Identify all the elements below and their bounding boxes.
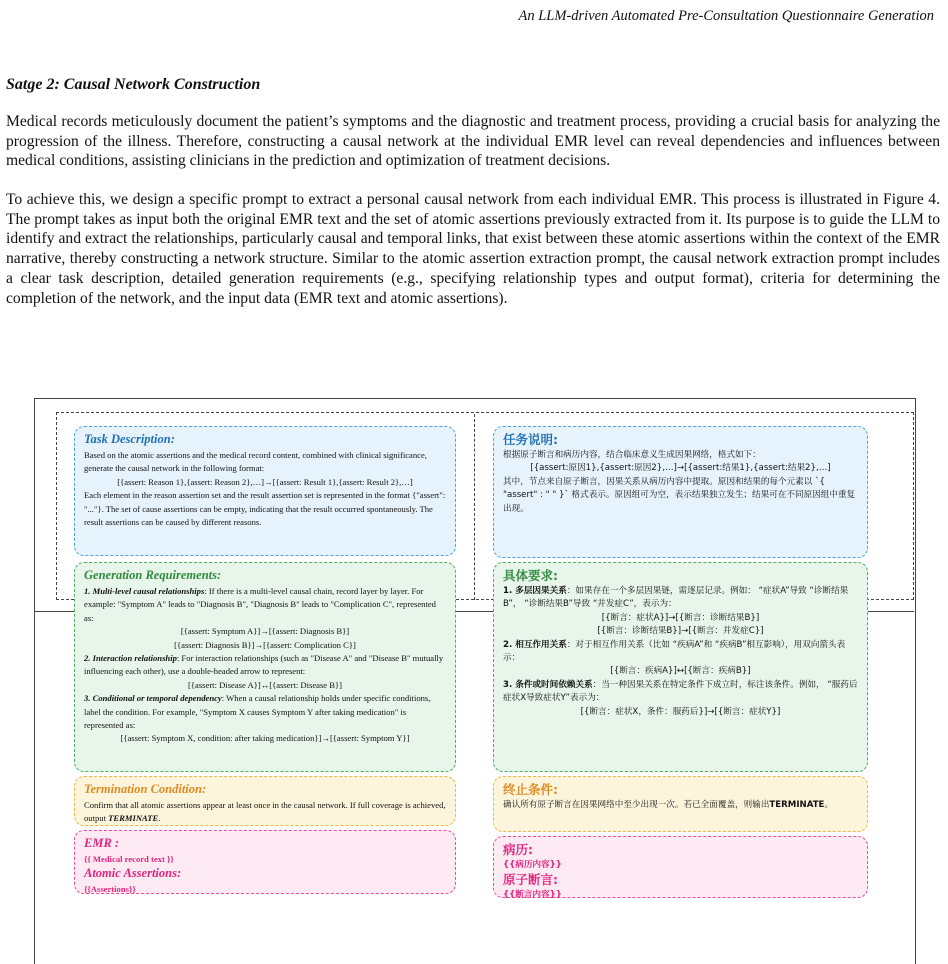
- paragraph: Medical records meticulously document the patient’s symptoms and the diagnostic and treatment process, providing a crucial basis for analyzing the progression of the illness. Therefore, constructing a causal network at the individual EMR level can reveal dependencies and influences between medical conditions, assisting clinicians in the prediction and optimization of treatment decisions.: [6, 113, 940, 170]
- cn-term-text: 确认所有原子断言在因果网络中至少出现一次。若已全面覆盖，则输出: [503, 800, 770, 810]
- en-gen-r2-label: 2. Interaction relationship: [84, 653, 177, 664]
- en-atomic-value: {{Assertions}}: [84, 884, 136, 895]
- en-gen-r2: [84, 652, 446, 679]
- cn-gen-r2-ex: [{断言：疾病A}]↔[{断言：疾病B}]: [610, 666, 751, 677]
- en-gen-r1-ex1: [{assert: Symptom A}]→[{assert: Diagnosis B}]: [180, 626, 350, 637]
- cn-gen-r1: [503, 585, 858, 612]
- en-term-text: Confirm that all atomic assertions appear at least once in the causal network. If full coverage is achieved, output: [84, 800, 446, 824]
- en-gen-title: Generation Requirements:: [84, 568, 222, 582]
- cn-task-text-2: 其中，节点来自原子断言，因果关系从病历内容中提取。原因和结果的每个元素以 `{ "assert" : " " }` 格式表示。原因组可为空，表示结果独立发生；结果可在不同原因组中重复出现。: [503, 476, 856, 514]
- cn-gen-r2-text: ：对于相互作用关系（比如 “疾病A”和 “疾病B”相互影响），用双向箭头表示：: [503, 639, 846, 664]
- paragraph: To achieve this, we design a specific prompt to extract a personal causal network from each individual EMR. This process is illustrated in Figure 4. The prompt takes as input both the original EMR text and the set of atomic assertions previously extracted from it. Its purpose is to guide the LLM to identify and extract the relationships, particularly causal and temporal links, that exist between these atomic assertions within the context of the EMR narrative, thereby constructing a network structure. Similar to the atomic assertion extraction prompt, the causal network extraction prompt includes a clear task description, detailed generation requirements (e.g., specifying relationship types and output format), criteria for determining the completion of the network, and the input data (EMR text and atomic assertions).: [6, 191, 940, 307]
- en-gen-r3-label: 3. Conditional or temporal dependency: [84, 693, 222, 704]
- en-task-description-box: [74, 426, 456, 556]
- cn-gen-r1-ex1: [{断言：症状A}]→[{断言：诊断结果B}]: [601, 612, 760, 623]
- cn-gen-r1-label: 1. 多层因果关系: [503, 586, 567, 596]
- en-task-text-2: Each element in the reason assertion set and the result assertion set is represented in the format {"assert": "..."}. The set of cause assertions can be empty, indicating that the result occurred spontaneously. The result assertions can be caused by different reasons.: [84, 490, 446, 528]
- en-task-title: Task Description:: [84, 432, 175, 446]
- en-gen-r1-ex2: [{assert: Diagnosis B}]→[{assert: Complication C}]: [174, 639, 356, 650]
- cn-gen-title: 具体要求:: [503, 568, 558, 583]
- cn-task-title: 任务说明:: [503, 432, 558, 447]
- en-termination-box: [74, 776, 456, 826]
- column-divider: [474, 414, 475, 600]
- cn-term-line: [503, 799, 858, 812]
- cn-gen-r3-ex: [{断言：症状X，条件：服药后}]→[{断言：症状Y}]: [580, 706, 781, 717]
- en-gen-r1: [84, 585, 446, 625]
- en-task-format: [{assert: Reason 1},{assert: Reason 2},…]→[{assert: Result 1},{assert: Result 2},…]: [117, 476, 413, 487]
- en-term-end: .: [158, 813, 161, 824]
- en-gen-r2-ex: [{assert: Disease A}]↔[{assert: Disease B}]: [188, 679, 342, 690]
- en-gen-r3: [84, 692, 446, 732]
- cn-atomic-title: 原子断言:: [503, 872, 558, 888]
- cn-input-box: [493, 836, 868, 901]
- cn-gen-r1-ex2: [{断言：诊断结果B}]→[{断言：并发症C}]: [597, 626, 764, 637]
- en-gen-r3-ex: [{assert: Symptom X, condition: after taking medication}]→[{assert: Symptom Y}]: [120, 733, 410, 744]
- en-task-text: Based on the atomic assertions and the medical record content, combined with clinical significance, generate the causal network in the following format:: [84, 450, 427, 474]
- cn-task-description-box: [493, 426, 868, 558]
- cn-gen-r2: [503, 639, 858, 666]
- cn-gen-r1-text: ：如果存在一个多层因果链，需逐层记录。例如： “症状A”导致 “诊断结果B”， “诊断结果B”导致 “并发症C”，表示为：: [503, 586, 849, 610]
- cn-generation-requirements-box: [493, 562, 868, 772]
- en-atomic-title: Atomic Assertions:: [84, 866, 182, 881]
- running-head: An LLM-driven Automated Pre-Consultation Questionnaire Generation: [518, 8, 934, 24]
- en-gen-r2-text: : For interaction relationships (such as "Disease A" and "Disease B" mutually influencing each other), use a double-headed arrow to represent:: [84, 653, 444, 677]
- en-gen-r1-text: : If there is a multi-level causal chain, record layer by layer. For example: "Symptom A" leads to "Diagnosis B", "Diagnosis B" leads to "Complication C", represented as:: [84, 586, 436, 623]
- cn-term-title: 终止条件:: [503, 782, 558, 797]
- en-term-line: [84, 799, 446, 826]
- cn-emr-value: {{病历内容}}: [503, 860, 562, 870]
- en-generation-requirements-box: [74, 562, 456, 772]
- en-input-box: [74, 830, 456, 894]
- en-term-title: Termination Condition:: [84, 782, 207, 796]
- cn-task-format: [{assert:原因1},{assert:原因2},…]→[{assert:结果1},{assert:结果2},…]: [530, 463, 831, 474]
- cn-gen-r3: [503, 679, 858, 706]
- cn-term-end: 。: [824, 800, 834, 810]
- cn-atomic-value: {{断言内容}}: [503, 890, 562, 901]
- cn-gen-r3-text: ：当一种因果关系在特定条件下成立时，标注该条件。例如， “服药后症状X导致症状Y”表示为：: [503, 679, 858, 704]
- cn-term-keyword: TERMINATE: [769, 800, 825, 810]
- cn-emr-title: 病历:: [503, 842, 533, 857]
- cn-gen-r2-label: 2. 相互作用关系: [503, 639, 567, 650]
- en-emr-value: {{ Medical record text }}: [84, 854, 174, 864]
- en-term-keyword: TERMINATE: [108, 813, 159, 824]
- section-title: Satge 2: Causal Network Construction: [6, 76, 261, 93]
- cn-gen-r3-label: 3. 条件或时间依赖关系: [503, 679, 593, 690]
- en-gen-r1-label: 1. Multi-level causal relationships: [84, 586, 205, 596]
- en-gen-r3-text: : When a causal relationship holds under specific conditions, label the condition. For example, "Symptom X causes Symptom Y after taking medication" is represented as:: [84, 693, 431, 731]
- en-emr-title: EMR :: [84, 836, 120, 850]
- cn-task-text: 根据原子断言和病历内容，结合临床意义生成因果网络，格式如下：: [503, 450, 761, 460]
- cn-termination-box: [493, 776, 868, 832]
